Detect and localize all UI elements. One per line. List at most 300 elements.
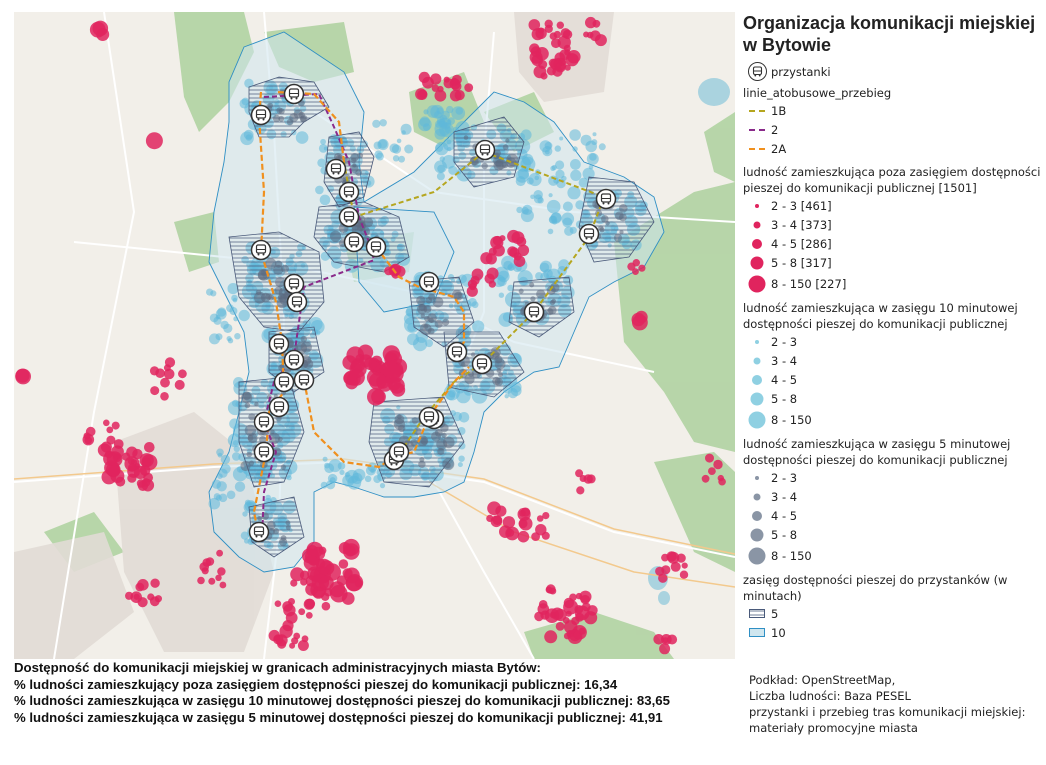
population-dot-10min bbox=[339, 470, 344, 475]
population-dot-outside bbox=[106, 427, 113, 434]
line-2-swatch bbox=[749, 129, 765, 131]
population-dot-10min bbox=[593, 132, 597, 136]
population-dot-outside bbox=[595, 34, 607, 46]
population-dot-5min bbox=[433, 297, 444, 308]
population-dot-5min bbox=[275, 261, 282, 268]
population-dot-10min bbox=[239, 310, 250, 321]
population-dot-10min bbox=[468, 298, 477, 307]
legend-zone-label: 5 bbox=[771, 606, 779, 621]
bus-stop-icon bbox=[420, 408, 439, 427]
population-dot-outside bbox=[220, 582, 227, 589]
outside-class-circle bbox=[746, 274, 768, 294]
population-dot-5min bbox=[416, 296, 425, 305]
population-dot-10min bbox=[550, 213, 561, 224]
population-dot-outside bbox=[569, 594, 577, 602]
population-dot-outside bbox=[638, 265, 645, 272]
population-dot-5min bbox=[279, 538, 287, 546]
population-dot-5min bbox=[278, 437, 283, 442]
legend-panel bbox=[743, 12, 1043, 642]
bus-stop-icon bbox=[420, 273, 439, 292]
population-dot-10min bbox=[390, 143, 400, 153]
population-dot-outside bbox=[360, 354, 373, 367]
population-dot-outside bbox=[633, 259, 640, 266]
population-dot-outside bbox=[277, 640, 286, 649]
legend-ten-class bbox=[743, 370, 1043, 389]
population-dot-10min bbox=[540, 261, 552, 273]
population-dot-outside bbox=[343, 543, 360, 560]
legend-class-label: 2 - 3 [461] bbox=[771, 198, 832, 213]
population-dot-outside bbox=[659, 643, 670, 654]
population-dot-10min bbox=[511, 385, 522, 396]
population-dot-5min bbox=[529, 282, 534, 287]
population-dot-10min bbox=[570, 170, 581, 181]
bus-stop-icon bbox=[525, 303, 544, 322]
population-dot-5min bbox=[464, 135, 469, 140]
population-dot-outside bbox=[288, 598, 295, 605]
population-dot-outside bbox=[580, 475, 587, 482]
population-dot-10min bbox=[372, 120, 380, 128]
bus-stop-icon bbox=[367, 238, 386, 257]
population-dot-5min bbox=[530, 296, 535, 301]
population-dot-10min bbox=[329, 459, 342, 472]
bus-stop-icon bbox=[448, 343, 467, 362]
ten-class-circle bbox=[746, 389, 768, 409]
population-dot-5min bbox=[301, 342, 312, 353]
population-dot-outside bbox=[298, 640, 309, 651]
population-dot-outside bbox=[178, 369, 187, 378]
bus-stop-icon bbox=[285, 275, 304, 294]
population-dot-10min bbox=[330, 477, 336, 483]
outside-class-circle bbox=[746, 215, 768, 235]
population-dot-outside bbox=[556, 622, 565, 631]
population-dot-10min bbox=[589, 165, 594, 170]
population-dot-10min bbox=[548, 229, 554, 235]
outside-class-circle bbox=[746, 196, 768, 216]
population-dot-5min bbox=[428, 328, 435, 335]
population-dot-10min bbox=[229, 307, 237, 315]
population-dot-outside bbox=[538, 603, 550, 615]
population-dot-10min bbox=[221, 464, 231, 474]
five-class-circle bbox=[746, 487, 768, 507]
population-dot-outside bbox=[467, 286, 478, 297]
legend-class-label: 8 - 150 bbox=[771, 413, 812, 427]
legend-five-header: ludność zamieszkująca w zasięgu 5 minutowej dostępności pieszej do komunikacji publicznej bbox=[743, 437, 1011, 467]
population-dot-10min bbox=[458, 456, 464, 462]
population-dot-5min bbox=[551, 299, 556, 304]
legend-class-label: 3 - 4 bbox=[771, 353, 798, 368]
population-dot-10min bbox=[547, 200, 561, 214]
five-class-circle bbox=[746, 468, 768, 488]
population-dot-10min bbox=[217, 481, 227, 491]
population-dot-10min bbox=[549, 193, 553, 197]
population-dot-10min bbox=[499, 293, 504, 298]
population-dot-5min bbox=[245, 425, 256, 436]
population-dot-10min bbox=[599, 143, 606, 150]
population-dot-10min bbox=[219, 494, 228, 503]
bus-stop-icon bbox=[285, 85, 304, 104]
population-dot-outside bbox=[564, 620, 578, 634]
population-dot-5min bbox=[536, 289, 545, 298]
population-dot-5min bbox=[614, 234, 622, 242]
population-dot-10min bbox=[446, 119, 451, 124]
population-dot-10min bbox=[535, 176, 540, 181]
population-dot-outside bbox=[713, 460, 722, 469]
population-dot-5min bbox=[461, 362, 465, 366]
population-dot-10min bbox=[398, 156, 405, 163]
summary-row-ten: % ludności zamieszkująca w zasięgu 10 minutowej dostępności pieszej do komunikacji publicznej: 83,65 bbox=[14, 693, 670, 708]
legend-outside-class bbox=[743, 215, 1043, 234]
bus-stop-icon bbox=[288, 293, 307, 312]
bus-stop-icon bbox=[340, 183, 359, 202]
population-dot-outside bbox=[546, 584, 556, 594]
legend-ten-class bbox=[743, 408, 1043, 432]
population-dot-outside bbox=[305, 583, 318, 596]
population-dot-outside bbox=[531, 532, 540, 541]
summary-row-five: % ludności zamieszkująca w zasięgu 5 minutowej dostępności pieszej do komunikacji publicznej: 41,91 bbox=[14, 709, 663, 725]
population-dot-5min bbox=[424, 316, 430, 322]
population-dot-10min bbox=[418, 118, 432, 132]
population-dot-10min bbox=[437, 119, 445, 127]
population-dot-outside bbox=[682, 563, 688, 569]
population-dot-outside bbox=[115, 477, 125, 487]
population-dot-outside bbox=[432, 85, 439, 92]
population-dot-5min bbox=[619, 204, 628, 213]
summary-row-outside: % ludności zamieszkujący poza zasięgiem dostępności pieszej do komunikacji publicznej: 16,34 bbox=[14, 676, 618, 692]
bus-stop-icon bbox=[275, 373, 294, 392]
population-dot-5min bbox=[598, 225, 603, 230]
population-dot-5min bbox=[248, 435, 254, 441]
population-dot-5min bbox=[351, 158, 357, 164]
map-canvas bbox=[14, 12, 735, 659]
population-dot-5min bbox=[490, 347, 500, 357]
population-dot-outside bbox=[286, 612, 298, 624]
population-dot-outside bbox=[160, 378, 170, 388]
population-dot-5min bbox=[330, 231, 341, 242]
legend-line-label: 2A bbox=[771, 141, 787, 156]
bus-stop-icon bbox=[255, 443, 274, 462]
population-dot-outside bbox=[512, 231, 525, 244]
credit-line: Liczba ludności: Baza PESEL bbox=[749, 689, 911, 703]
population-dot-10min bbox=[365, 476, 372, 483]
population-dot-5min bbox=[417, 304, 427, 314]
population-dot-outside bbox=[215, 575, 221, 581]
outside-class-circle bbox=[746, 234, 768, 254]
population-dot-10min bbox=[515, 169, 529, 183]
population-dot-outside bbox=[514, 252, 522, 260]
population-dot-outside bbox=[581, 595, 590, 604]
population-dot-10min bbox=[441, 111, 450, 120]
population-dot-5min bbox=[605, 221, 609, 225]
legend-class-label: 5 - 8 bbox=[771, 391, 798, 406]
population-dot-10min bbox=[218, 453, 223, 458]
population-dot-outside bbox=[322, 602, 331, 611]
ten-class-circle bbox=[746, 370, 768, 390]
line-1b-swatch bbox=[749, 110, 765, 112]
legend-outside-class bbox=[743, 196, 1043, 215]
bus-stop-icon bbox=[597, 190, 616, 209]
population-dot-outside bbox=[147, 593, 154, 600]
population-dot-10min bbox=[540, 140, 552, 152]
population-dot-10min bbox=[516, 207, 522, 213]
population-dot-outside bbox=[489, 248, 497, 256]
population-dot-10min bbox=[209, 333, 220, 344]
population-dot-outside bbox=[140, 453, 154, 467]
population-dot-outside bbox=[561, 28, 571, 38]
population-dot-outside bbox=[521, 508, 530, 517]
population-dot-5min bbox=[619, 230, 623, 234]
population-dot-outside bbox=[175, 380, 185, 390]
bus-stop-icon bbox=[270, 398, 289, 417]
legend-five-class bbox=[743, 468, 1043, 487]
legend-line-2 bbox=[743, 120, 1043, 139]
population-dot-10min bbox=[246, 134, 252, 140]
population-dot-10min bbox=[572, 146, 577, 151]
ten-class-circle bbox=[746, 410, 768, 430]
bus-stop-icon bbox=[476, 141, 495, 160]
map-frame[interactable] bbox=[14, 12, 735, 659]
population-dot-10min bbox=[397, 139, 402, 144]
legend-line-label: 1B bbox=[771, 103, 787, 118]
population-dot-outside bbox=[564, 49, 570, 55]
population-dot-10min bbox=[210, 314, 219, 323]
population-dot-outside bbox=[575, 606, 590, 621]
five-class-circle bbox=[746, 525, 768, 545]
legend-class-label: 5 - 8 bbox=[771, 527, 798, 542]
population-dot-10min bbox=[589, 153, 597, 161]
population-dot-10min bbox=[232, 452, 241, 461]
population-dot-outside bbox=[455, 90, 465, 100]
population-dot-outside bbox=[293, 633, 300, 640]
legend-five-class bbox=[743, 525, 1043, 544]
population-dot-5min bbox=[503, 144, 509, 150]
legend-class-label: 8 - 150 [227] bbox=[771, 277, 847, 291]
population-dot-5min bbox=[482, 163, 488, 169]
population-dot-5min bbox=[505, 139, 509, 143]
population-dot-5min bbox=[256, 290, 261, 295]
population-dot-5min bbox=[492, 377, 500, 385]
population-dot-outside bbox=[109, 465, 120, 476]
population-dot-5min bbox=[278, 295, 282, 299]
population-dot-5min bbox=[299, 112, 305, 118]
population-dot-outside bbox=[164, 364, 171, 371]
population-dot-10min bbox=[209, 498, 221, 510]
population-dot-5min bbox=[495, 359, 506, 370]
population-dot-outside bbox=[15, 369, 29, 383]
population-dot-10min bbox=[223, 324, 232, 333]
legend-class-label: 4 - 5 bbox=[771, 508, 798, 523]
population-dot-10min bbox=[315, 186, 324, 195]
population-dot-outside bbox=[275, 600, 282, 607]
population-dot-outside bbox=[103, 420, 110, 427]
bus-stop-icon bbox=[295, 371, 314, 390]
population-dot-outside bbox=[203, 558, 212, 567]
population-dot-10min bbox=[427, 105, 440, 118]
population-dot-outside bbox=[551, 38, 561, 48]
population-dot-10min bbox=[521, 129, 532, 140]
population-dot-10min bbox=[227, 336, 232, 341]
population-dot-5min bbox=[418, 461, 425, 468]
legend-zone-10 bbox=[743, 623, 1043, 642]
population-dot-5min bbox=[445, 462, 451, 468]
five-class-circle bbox=[746, 546, 768, 566]
population-dot-outside bbox=[680, 571, 688, 579]
population-dot-outside bbox=[419, 90, 427, 98]
population-dot-10min bbox=[497, 277, 507, 287]
legend-stops bbox=[743, 62, 1043, 81]
population-dot-10min bbox=[413, 337, 427, 351]
population-dot-outside bbox=[430, 73, 441, 84]
population-dot-10min bbox=[437, 172, 445, 180]
population-dot-10min bbox=[528, 173, 541, 186]
population-dot-outside bbox=[112, 422, 120, 430]
population-dot-5min bbox=[266, 293, 272, 299]
population-dot-5min bbox=[412, 417, 419, 424]
legend-class-label: 2 - 3 bbox=[771, 470, 798, 485]
population-dot-outside bbox=[290, 567, 304, 581]
legend-class-label: 4 - 5 bbox=[771, 372, 798, 387]
legend-ten-class bbox=[743, 332, 1043, 351]
bus-stop-icon bbox=[250, 523, 269, 542]
population-dot-10min bbox=[569, 129, 581, 141]
population-dot-10min bbox=[324, 463, 330, 469]
population-dot-10min bbox=[537, 197, 543, 203]
population-dot-outside bbox=[419, 72, 430, 83]
legend-five-class bbox=[743, 544, 1043, 568]
population-dot-outside bbox=[137, 579, 149, 591]
legend-outside-class bbox=[743, 272, 1043, 296]
population-dot-5min bbox=[240, 461, 250, 471]
population-dot-10min bbox=[401, 124, 412, 135]
population-dot-outside bbox=[216, 550, 223, 557]
population-dot-outside bbox=[499, 525, 512, 538]
population-dot-10min bbox=[521, 209, 534, 222]
population-dot-10min bbox=[558, 259, 569, 270]
legend-class-label: 8 - 150 bbox=[771, 549, 812, 563]
population-dot-10min bbox=[374, 142, 382, 150]
population-dot-outside bbox=[298, 608, 305, 615]
legend-class-label: 2 - 3 bbox=[771, 334, 798, 349]
population-dot-outside bbox=[134, 594, 140, 600]
population-dot-outside bbox=[655, 567, 664, 576]
population-dot-outside bbox=[306, 612, 313, 619]
population-dot-10min bbox=[217, 473, 223, 479]
population-dot-5min bbox=[286, 520, 291, 525]
population-dot-outside bbox=[576, 486, 584, 494]
legend-line-1b bbox=[743, 101, 1043, 120]
population-dot-10min bbox=[555, 160, 564, 169]
population-dot-outside bbox=[101, 442, 112, 453]
population-dot-outside bbox=[632, 268, 639, 275]
bus-stop-icon bbox=[285, 351, 304, 370]
population-dot-5min bbox=[241, 392, 252, 403]
population-dot-outside bbox=[197, 577, 205, 585]
population-dot-10min bbox=[437, 165, 445, 173]
population-dot-outside bbox=[489, 281, 496, 288]
population-dot-outside bbox=[666, 551, 676, 561]
outside-class-circle bbox=[746, 253, 768, 273]
population-dot-10min bbox=[445, 127, 452, 134]
credit-line: Podkład: OpenStreetMap, bbox=[749, 673, 896, 687]
legend-outside-class bbox=[743, 253, 1043, 272]
population-dot-outside bbox=[217, 567, 225, 575]
population-dot-10min bbox=[319, 144, 328, 153]
population-dot-outside bbox=[125, 592, 133, 600]
population-dot-outside bbox=[160, 392, 169, 401]
population-dot-outside bbox=[202, 567, 209, 574]
population-dot-10min bbox=[233, 316, 238, 321]
population-dot-outside bbox=[114, 439, 124, 449]
legend-class-label: 3 - 4 bbox=[771, 489, 798, 504]
population-dot-10min bbox=[233, 298, 238, 303]
population-dot-10min bbox=[320, 195, 331, 206]
legend-outside-header: ludność zamieszkująca poza zasięgiem dostępności pieszej do komunikacji publicznej [1501] bbox=[743, 165, 1041, 195]
population-dot-outside bbox=[702, 475, 710, 483]
population-dot-outside bbox=[126, 447, 137, 458]
population-dot-outside bbox=[705, 454, 714, 463]
zone-5-swatch bbox=[749, 609, 765, 618]
legend-five-class bbox=[743, 506, 1043, 525]
population-dot-10min bbox=[380, 483, 385, 488]
population-dot-outside bbox=[208, 578, 215, 585]
population-dot-5min bbox=[265, 258, 276, 269]
ten-class-circle bbox=[746, 332, 768, 352]
population-dot-5min bbox=[398, 425, 405, 432]
population-dot-10min bbox=[563, 202, 573, 212]
ten-class-circle bbox=[746, 351, 768, 371]
population-dot-outside bbox=[550, 58, 562, 70]
population-dot-10min bbox=[530, 195, 535, 200]
population-dot-10min bbox=[240, 99, 250, 109]
population-dot-outside bbox=[542, 532, 550, 540]
population-dot-outside bbox=[369, 372, 387, 390]
population-dot-10min bbox=[555, 145, 561, 151]
legend-lines-header: linie_atobusowe_przebieg bbox=[743, 86, 892, 100]
map-title: Organizacja komunikacji miejskiej w Bytowie bbox=[743, 13, 1036, 55]
population-dot-5min bbox=[548, 306, 557, 315]
population-dot-outside bbox=[499, 235, 505, 241]
population-dot-outside bbox=[155, 595, 162, 602]
population-dot-outside bbox=[279, 625, 292, 638]
population-dot-10min bbox=[235, 482, 245, 492]
population-dot-10min bbox=[503, 261, 512, 270]
population-dot-10min bbox=[448, 390, 456, 398]
population-dot-10min bbox=[570, 227, 577, 234]
population-dot-10min bbox=[562, 218, 572, 228]
population-dot-outside bbox=[150, 366, 159, 375]
population-dot-5min bbox=[436, 439, 447, 450]
population-dot-outside bbox=[532, 28, 544, 40]
population-dot-outside bbox=[464, 83, 473, 92]
population-dot-outside bbox=[150, 386, 159, 395]
legend-five-class bbox=[743, 487, 1043, 506]
population-dot-outside bbox=[530, 51, 543, 64]
population-dot-outside bbox=[450, 78, 458, 86]
population-dot-10min bbox=[458, 462, 463, 467]
population-dot-10min bbox=[404, 145, 413, 154]
population-dot-10min bbox=[296, 131, 309, 144]
population-dot-outside bbox=[487, 268, 499, 280]
bus-stop-icon bbox=[255, 413, 274, 432]
population-dot-5min bbox=[301, 336, 307, 342]
population-dot-5min bbox=[471, 352, 475, 356]
legend-class-label: 4 - 5 [286] bbox=[771, 236, 832, 251]
population-dot-outside bbox=[84, 432, 91, 439]
population-dot-5min bbox=[452, 290, 462, 300]
population-dot-10min bbox=[585, 141, 597, 153]
population-dot-5min bbox=[615, 211, 624, 220]
population-dot-10min bbox=[227, 491, 236, 500]
population-dot-10min bbox=[535, 272, 543, 280]
